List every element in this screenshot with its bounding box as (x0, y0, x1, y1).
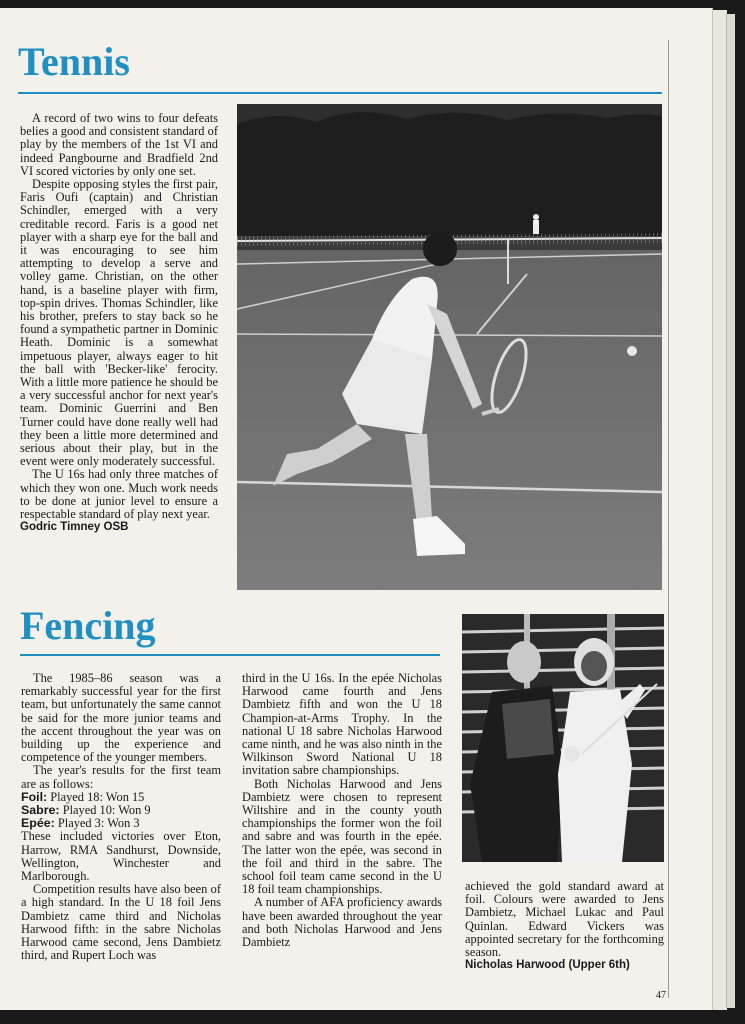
result-weapon: Epée: (21, 816, 55, 831)
fencing-column-1 (21, 672, 221, 962)
tennis-article (20, 112, 218, 535)
tennis-paragraph: Despite opposing styles the first pair, Faris Oufi (captain) and Christian Schindler, emerged with a very creditable record. Faris is a good net player with a sharp eye for the ball and it was encouraging to see him attempting to develop a serve and volley game. Christian, on the other hand, is a baseline player with firm, top-spin drives. Thomas Schindler, like his brother, prefers to stay back so he found a sympathetic partner in Dominic Heath. Dominic is a somewhat impetuous player, always eager to hit the ball with 'Becker-like' ferocity. With a little more patience he should be a very successful anchor for next year's team. Dominic Guerrini and Ben Turner could have done really well had they been a little more determined and serious about their play, but in the event were only moderately successful. (20, 177, 218, 469)
fencing-paragraph: The 1985–86 season was a remarkably successful year for the first team, but unfortunately the same cannot be said for the more junior teams and the accent throughout the year was on building up the experience and competence of the younger members. (21, 671, 221, 765)
tennis-paragraph: The U 16s had only three matches of which they won one. Much work needs to be done at junior level to ensure a respectable standard of play next year. (20, 467, 218, 522)
result-record: Played 18: Won 15 (50, 789, 145, 804)
page-number: 47 (656, 990, 666, 1001)
fencing-paragraph: A number of AFA proficiency awards have been awarded throughout the year and both Nicholas Harwood and Jens Dambietz (242, 895, 442, 950)
tennis-heading: Tennis (18, 39, 130, 84)
fencing-paragraph: Competition results have also been of a high standard. In the U 18 foil Jens Dambietz came third and Nicholas Harwood fifth: in the sabre Nicholas Harwood came second, Jens Dambietz third, and Rupert Loch was (21, 882, 221, 963)
fencing-column-3 (465, 880, 664, 972)
page-edge (726, 14, 735, 1008)
result-weapon: Sabre: (21, 803, 60, 818)
tennis-rule (18, 92, 662, 94)
column-rule (668, 40, 669, 998)
tennis-paragraph: A record of two wins to four defeats belies a good and consistent standard of play by the members of the 1st VI and indeed Pangbourne and Bradfield 2nd VI scored victories by only one set. (20, 111, 218, 178)
fencing-column-2 (242, 672, 442, 949)
fencing-author: Nicholas Harwood (Upper 6th) (465, 959, 630, 972)
fencing-paragraph: The year's results for the first team are as follows: (21, 763, 221, 791)
tennis-photo (237, 104, 662, 590)
page (0, 8, 713, 1010)
result-record: Played 3: Won 3 (57, 816, 140, 831)
fencing-paragraph: third in the U 16s. In the epée Nicholas Harwood came fourth and Jens Dambietz fifth and won the U 18 Champion-at-Arms Trophy. In the national U 18 sabre Nicholas Harwood came ninth, and he was also ninth in the Wilkinson Sword National U 18 invitation sabre championships. (242, 671, 442, 778)
fencing-paragraph: achieved the gold standard award at foil. Colours were awarded to Jens Dambietz, Michael Lukac and Paul Quinlan. Edward Vickers was appointed secretary for the forthcoming season. (465, 879, 664, 960)
fencing-rule (20, 654, 440, 656)
fencing-paragraph: These included victories over Eton, Harrow, RMA Sandhurst, Downside, Wellington, Winchester and Marlborough. (21, 829, 221, 884)
fencing-paragraph: Both Nicholas Harwood and Jens Dambietz were chosen to represent Wiltshire and in the county youth championships the former won the foil and sabre and was fourth in the epée. The latter won the epée, was second in the foil and third in the sabre. The school foil team came second in the U 18 foil team championships. (242, 776, 442, 897)
fencing-heading: Fencing (20, 603, 156, 648)
result-weapon: Foil: (21, 789, 48, 804)
fencing-photo (462, 614, 664, 862)
result-record: Played 10: Won 9 (62, 803, 151, 818)
tennis-author: Godric Timney OSB (20, 521, 129, 534)
page-edge (712, 10, 727, 1010)
